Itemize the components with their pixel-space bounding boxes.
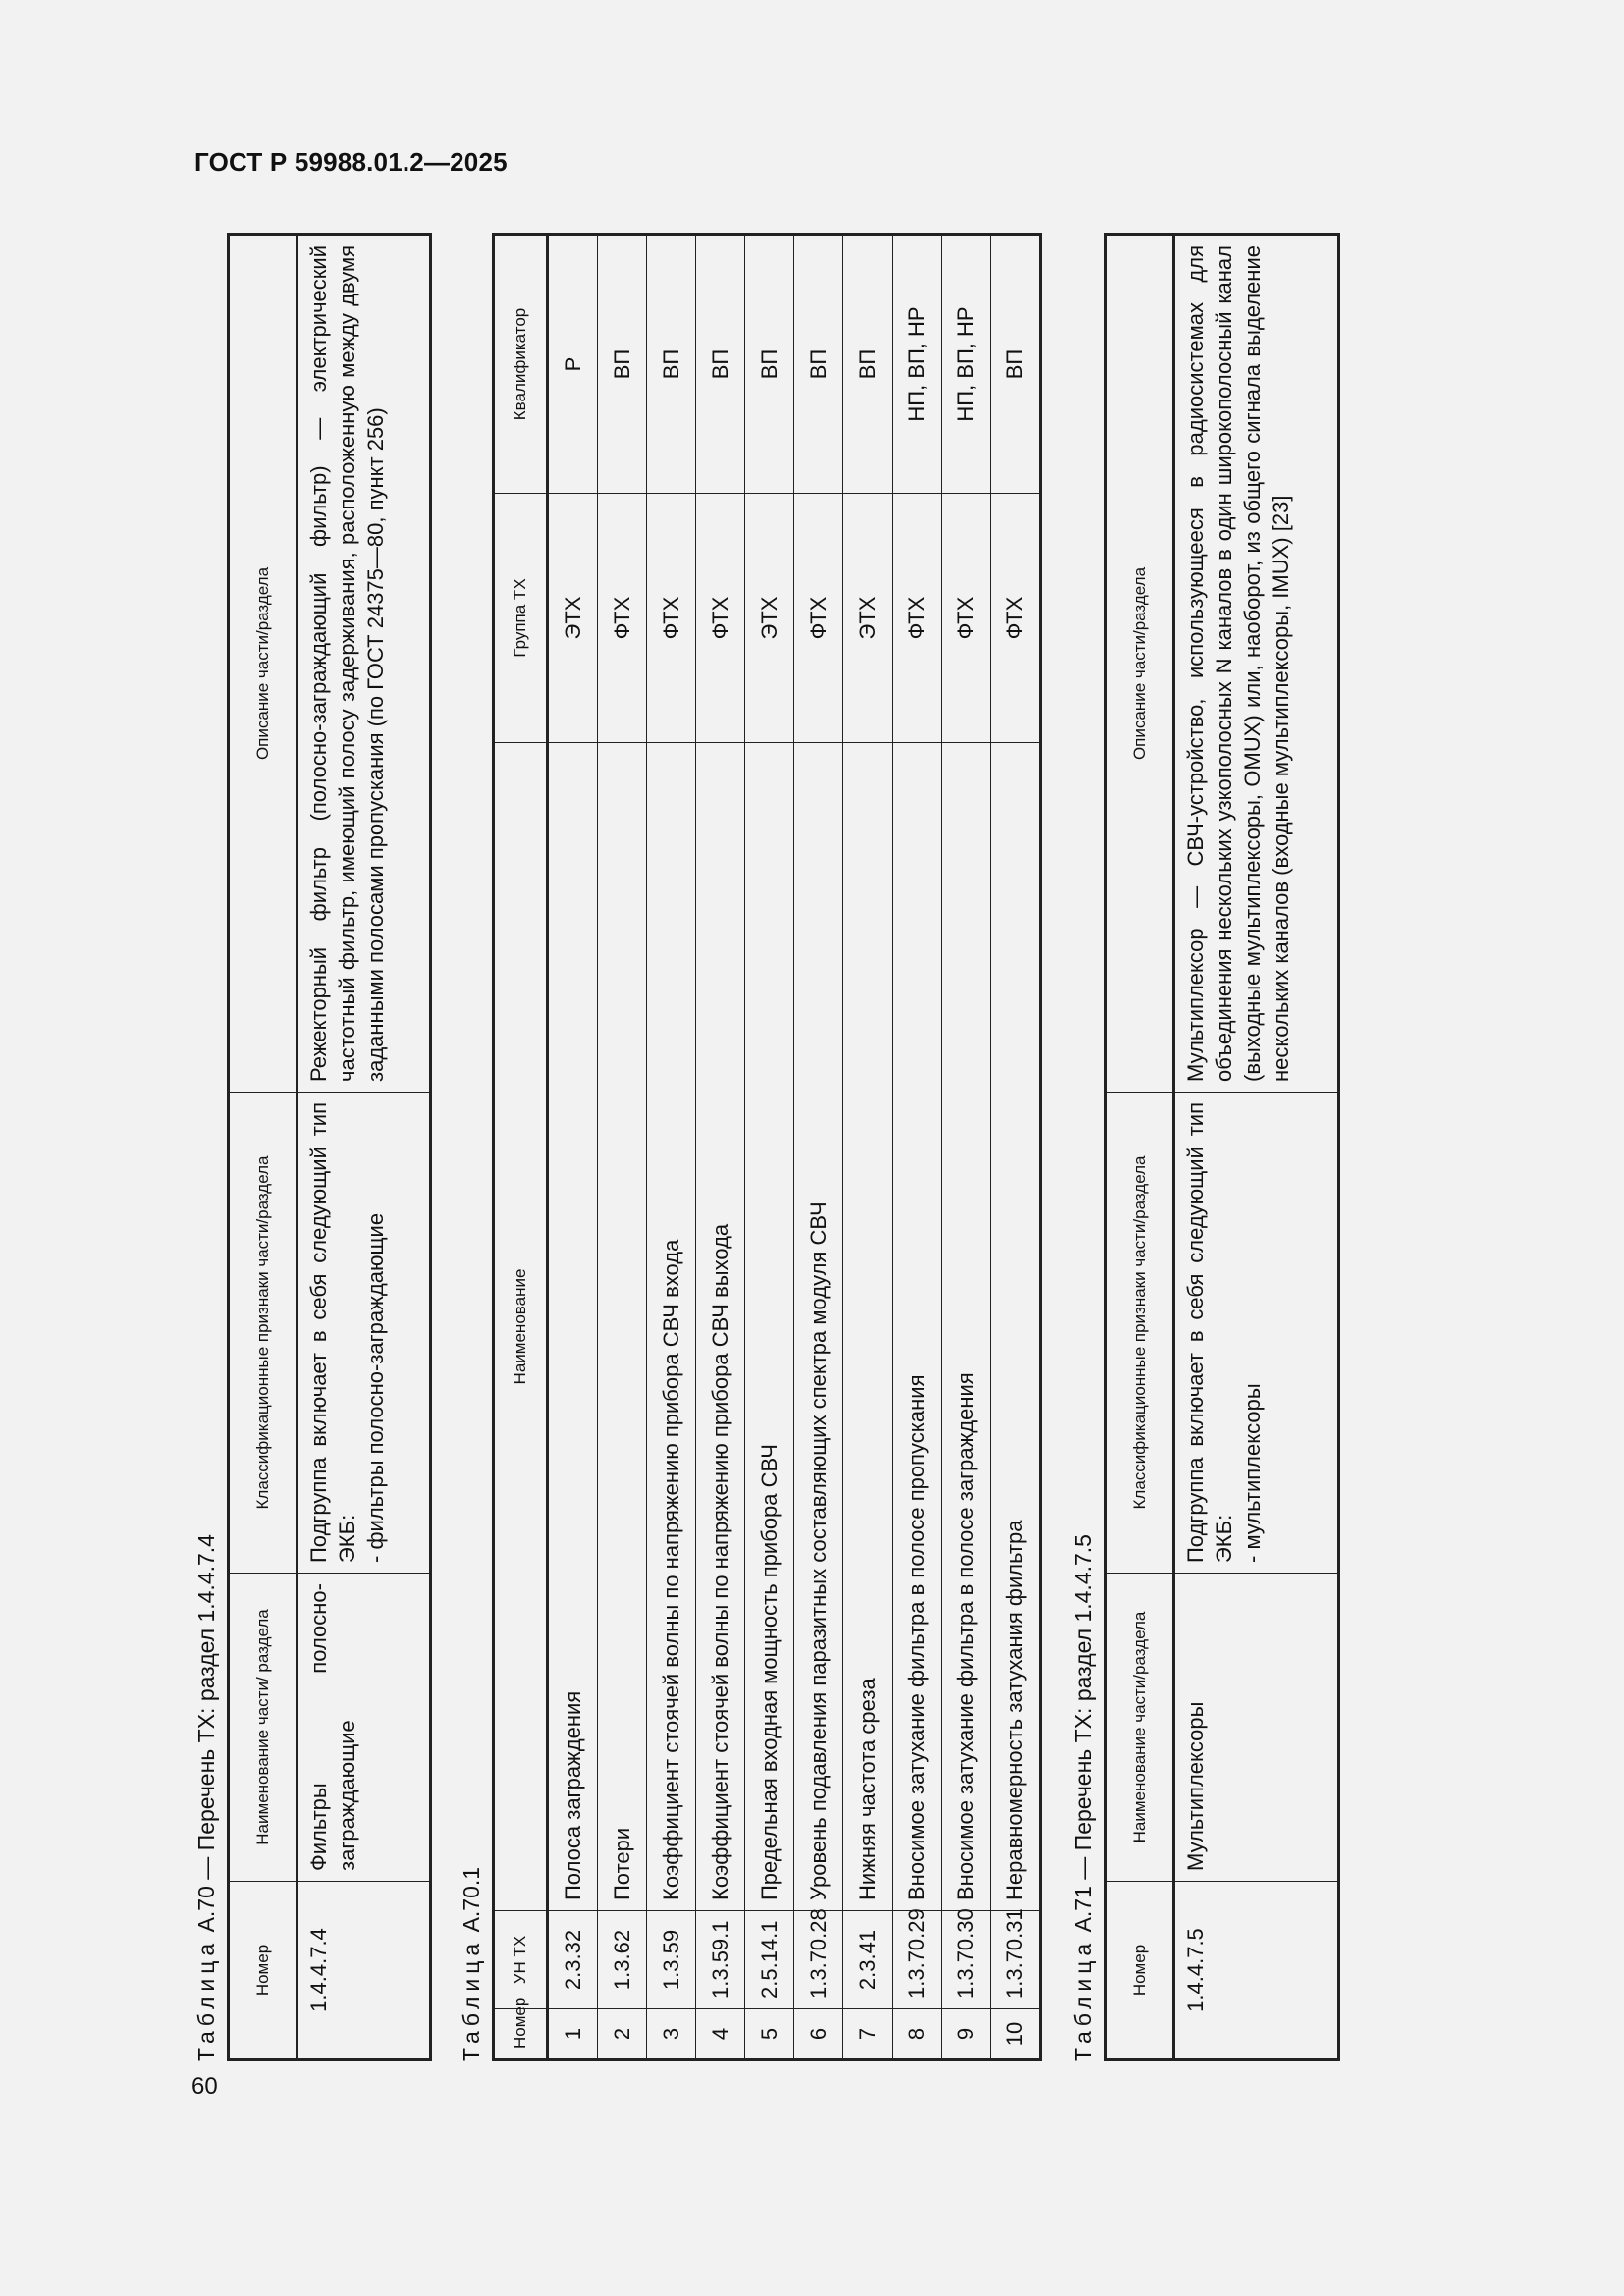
cell-qualifier: ВП xyxy=(598,235,647,494)
cell-qualifier: ВП xyxy=(991,235,1041,494)
cell-group: ФТХ xyxy=(893,494,942,743)
table-row xyxy=(843,235,893,2060)
header-description: Описание части/раздела xyxy=(229,235,298,1093)
cell-qualifier: НП, ВП, НР xyxy=(942,235,991,494)
classification-item: - мультиплексоры xyxy=(1240,1383,1265,1563)
cell-number: 1.4.4.7.4 xyxy=(298,1882,431,2060)
table-row xyxy=(745,235,794,2060)
cell-group: ФТХ xyxy=(647,494,696,743)
cell-name: Неравномерность затухания фильтра xyxy=(991,743,1041,1911)
table-caption-text: А.70.1 xyxy=(459,1866,484,1933)
cell-number: 1.4.4.7.5 xyxy=(1174,1882,1339,2060)
header-qualifier: Квалификатор xyxy=(494,235,548,494)
cell-number: 2 xyxy=(598,2009,647,2060)
cell-name: Коэффициент стоячей волны по напряжению прибора СВЧ выхода xyxy=(696,743,745,1911)
cell-number: 1 xyxy=(548,2009,598,2060)
document-header: ГОСТ Р 59988.01.2—2025 xyxy=(194,147,508,177)
cell-number: 8 xyxy=(893,2009,942,2060)
table-row xyxy=(298,235,431,2060)
rotated-content xyxy=(191,0,1429,2061)
table-caption-text: А.70 — Перечень ТХ: раздел 1.4.4.7.4 xyxy=(193,1534,219,1933)
classification-intro: Подгруппа включает в себя следующий тип ЭКБ: xyxy=(1183,1102,1236,1563)
cell-group: ФТХ xyxy=(794,494,843,743)
page-number: 60 xyxy=(191,2073,218,2100)
header-number: Номер xyxy=(494,2009,548,2060)
cell-name: Потери xyxy=(598,743,647,1911)
cell-name: Мультиплексоры xyxy=(1174,1574,1339,1882)
cell-code: 1.3.70.28 xyxy=(794,1911,843,2009)
cell-name: Коэффициент стоячей волны по напряжению прибора СВЧ входа xyxy=(647,743,696,1911)
table-row xyxy=(893,235,942,2060)
cell-qualifier: ВП xyxy=(794,235,843,494)
cell-name: Предельная входная мощность прибора СВЧ xyxy=(745,743,794,1911)
table-row xyxy=(1174,235,1339,2060)
table-caption-text: А.71 — Перечень ТХ: раздел 1.4.4.7.5 xyxy=(1070,1534,1096,1933)
header-group: Группа ТХ xyxy=(494,494,548,743)
table-row xyxy=(991,235,1041,2060)
cell-name: Полоса заграждения xyxy=(548,743,598,1911)
table-a70-block xyxy=(191,233,432,2061)
cell-name: Вносимое затухание фильтра в полосе заграждения xyxy=(942,743,991,1911)
cell-name: Нижняя частота среза xyxy=(843,743,893,1911)
table-a71 xyxy=(1104,233,1340,2061)
cell-number: 9 xyxy=(942,2009,991,2060)
cell-qualifier: НП, ВП, НР xyxy=(893,235,942,494)
table-row xyxy=(647,235,696,2060)
cell-code: 2.3.32 xyxy=(548,1911,598,2009)
cell-name: Вносимое затухание фильтра в полосе пропускания xyxy=(893,743,942,1911)
cell-group: ФТХ xyxy=(942,494,991,743)
cell-number: 10 xyxy=(991,2009,1041,2060)
table-a70-caption xyxy=(191,233,221,2061)
cell-code: 2.3.41 xyxy=(843,1911,893,2009)
cell-number: 6 xyxy=(794,2009,843,2060)
cell-name: Уровень подавления паразитных составляющих спектра модуля СВЧ xyxy=(794,743,843,1911)
cell-description: Мультиплексор — СВЧ-устройство, использующееся в радиосистемах для объединения нескольких узкополосных N каналов в один широкополосный канал (выходные мультиплексоры, OMUX) или, наоборот, из общего сигнала выделение нескольких каналов (входные мультиплексоры, IMUX) [23] xyxy=(1174,235,1339,1093)
cell-classification xyxy=(298,1093,431,1574)
cell-group: ФТХ xyxy=(991,494,1041,743)
table-row xyxy=(942,235,991,2060)
table-row xyxy=(794,235,843,2060)
cell-classification xyxy=(1174,1093,1339,1574)
cell-code: 1.3.59.1 xyxy=(696,1911,745,2009)
table-a71-block xyxy=(1068,233,1340,2061)
cell-qualifier: ВП xyxy=(745,235,794,494)
table-label: Таблица xyxy=(459,1938,484,2061)
table-a70-1-caption xyxy=(457,233,486,2061)
table-a70-1-block xyxy=(457,233,1042,2061)
classification-intro: Подгруппа включает в себя следующий тип ЭКБ: xyxy=(306,1102,359,1563)
cell-qualifier: ВП xyxy=(843,235,893,494)
cell-qualifier: ВП xyxy=(647,235,696,494)
table-row xyxy=(598,235,647,2060)
cell-group: ЭТХ xyxy=(843,494,893,743)
table-a71-caption xyxy=(1068,233,1098,2061)
table-header-row xyxy=(229,235,298,2060)
table-header-row xyxy=(494,235,548,2060)
header-description: Описание части/раздела xyxy=(1106,235,1174,1093)
cell-code: 1.3.70.29 xyxy=(893,1911,942,2009)
header-name: Наименование части/ раздела xyxy=(229,1574,298,1882)
table-header-row xyxy=(1106,235,1174,2060)
cell-group: ФТХ xyxy=(598,494,647,743)
table-row xyxy=(548,235,598,2060)
cell-code: 1.3.59 xyxy=(647,1911,696,2009)
cell-number: 4 xyxy=(696,2009,745,2060)
table-a70-1 xyxy=(492,233,1042,2061)
cell-group: ЭТХ xyxy=(548,494,598,743)
cell-code: 2.5.14.1 xyxy=(745,1911,794,2009)
header-number: Номер xyxy=(1106,1882,1174,2060)
header-number: Номер xyxy=(229,1882,298,2060)
cell-name: Фильтры полосно-заграждающие xyxy=(298,1574,431,1882)
cell-code: 1.3.70.31 xyxy=(991,1911,1041,2009)
cell-group: ФТХ xyxy=(696,494,745,743)
table-label: Таблица xyxy=(1070,1938,1096,2061)
header-code: УН ТХ xyxy=(494,1911,548,2009)
cell-number: 7 xyxy=(843,2009,893,2060)
cell-group: ЭТХ xyxy=(745,494,794,743)
cell-code: 1.3.62 xyxy=(598,1911,647,2009)
cell-qualifier: Р xyxy=(548,235,598,494)
header-classification: Классификационные признаки части/раздела xyxy=(1106,1093,1174,1574)
header-classification: Классификационные признаки части/раздела xyxy=(229,1093,298,1574)
cell-number: 5 xyxy=(745,2009,794,2060)
table-row xyxy=(696,235,745,2060)
header-name: Наименование части/раздела xyxy=(1106,1574,1174,1882)
table-label: Таблица xyxy=(193,1938,219,2061)
table-a70 xyxy=(227,233,432,2061)
cell-description: Режекторный фильтр (полосно-заграждающий фильтр) — электрический частотный фильтр, имеющий полосу задерживания, расположенную между двумя заданными полосами пропускания (по ГОСТ 24375—80, пункт 256) xyxy=(298,235,431,1093)
classification-item: - фильтры полосно-заграждающие xyxy=(363,1212,388,1563)
cell-number: 3 xyxy=(647,2009,696,2060)
cell-qualifier: ВП xyxy=(696,235,745,494)
cell-code: 1.3.70.30 xyxy=(942,1911,991,2009)
header-name: Наименование xyxy=(494,743,548,1911)
